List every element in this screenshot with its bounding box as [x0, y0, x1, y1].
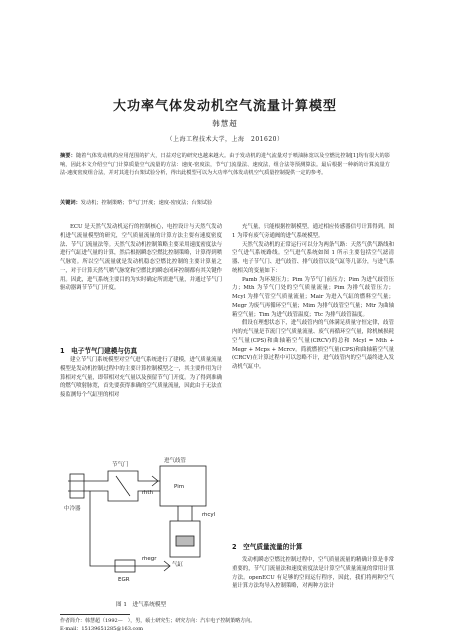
intercooler-label: 中冷器 [64, 506, 81, 512]
egr-path [90, 491, 170, 566]
right-column [232, 223, 394, 372]
paper-title: 大功率气体发动机空气流量计算模型 [112, 99, 337, 114]
paragraph: Pamb 为环境压力；Pim 为节气门前压力；Pim 为进气歧管压力；Mth 为节气门处的空气质量流量；Pim 为排气歧管压力；Mcyl 为排气管空气质量流量；Mair 为进入气缸的燃料空气量；Megr 为废气再循环空气量；Mim 为排气歧管空气量；Mtr 为曲轴箱空气量；Tim 为进气歧管温度；Ttc 为排气歧管温度。 [232, 276, 394, 318]
paragraph: 发动机瞬态空燃比控制过程中，空气质量流量的精确计算是非常重要的，节气门流量法和速度密度法是计算空气质量流量的常用计算方法。openECU 有足够的空间运行程序，因此，我们将两种空气量计算方法均导入控制策略，对两种方法计 [232, 557, 394, 590]
piston [176, 536, 194, 546]
mth-label: ṁth [142, 490, 153, 496]
right-column-section2 [232, 556, 394, 591]
keywords-block [60, 199, 390, 207]
megr-label: ṁegr [142, 556, 157, 562]
paragraph: 充气量，只能根据控制模型，通过相应传感器信号计算得到。图 1 为带有废气旁通阀的进气系统模型。 [232, 224, 394, 239]
intake-pipe-top [68, 471, 160, 481]
abstract-block [60, 152, 390, 178]
throttle-label: 节气门 [112, 462, 129, 468]
keywords-text: 发动机；控制策略；节气门开度；速度-密度法；台架试验 [80, 200, 213, 206]
throttle-plate [116, 476, 130, 496]
section-heading-2: 2 空气质量流量的计算 [232, 543, 303, 551]
footnote-rule [60, 614, 130, 615]
mcyl-label: ṁcyl [202, 512, 216, 518]
left-column-section1 [60, 356, 222, 400]
left-column-intro [60, 223, 222, 293]
pim-label: Pim [174, 484, 185, 490]
paragraph: 假设在理想状态下，进气歧管内的气体满足质量守恒定律，歧管内的充气量是节流门空气质量流量、废气再循环空气量，除机械损耗空气量(CPS)和曲轴箱空气量(CRCV)的总和 Mcyl = Mth + Megr + Mcps + Mcrcv。简就燃损空气量(CPS)和曲轴箱空气量(CRCV)在计算过程中可以忽略不计，进气歧管内的空气最终进入发动机气缸中。 [232, 320, 394, 370]
paragraph: 天然气发动机的正常运行可以分为两条气路：天然气供气路线和空气进气系统路线。空气进气系统如图 1 所示主要包括空气滤清器、电子节气门、进气歧管、排气歧管以及气缸等几部分，与进气系统相关的变量如下： [232, 241, 394, 274]
paragraph: ECU 是天然气发动机运行的控制核心，电控设计与天然气发动机进气流量模型的研究，空气质量流量的计算方法主要有速度密度法、节气门流量法等。天然气发动机控制策略主要采用速度密度法与进行气缸进气量的计算，然后根据瞬态空燃比控制策略，计算得到喷气脉宽。所以空气流量就是发动机稳态空燃比控制的主要计算量之一，对于计算天然气喷气脉宽和空燃比的瞬态闭环控制都有其关键作用。因此，进气系统主要目的为实时确定所需进气量，并通过节气门驱动器调节节气门开度。 [60, 224, 222, 292]
intake-system-diagram [60, 436, 222, 596]
keywords-label: 关键词： [60, 200, 81, 206]
cylinder-label: 气缸 [172, 562, 184, 568]
author-name: 韩慧超 [212, 119, 238, 128]
abstract-text: 随着气体发动机的应用范围的扩大，日益对它的研究也越来越大。由于发动机的进气流量对于喷油脉宽以及空燃比控制[1]均有很大的影响，因此本文介绍空气门计算质量空气流量的方法：速度-密度法，节气门流量法、速度法，组合法等预测算法。最后根据一种新的计算流量方法-速度密度组合法，并对其进行台架试验分析，得出此模型可以为大功率气体发动机空气质量控制提供一定的参考。 [60, 153, 390, 177]
footnote-author-info: 作者简介：韩慧超（1992— ），男，硕士研究生；研究方向：汽车电子控制策略方向。 [60, 618, 256, 624]
egr-label: EGR [118, 577, 130, 583]
affiliation: （上海工程技术大学，上海 201620） [166, 136, 284, 143]
footnote-email: E-mail：15139651285@163.com [60, 626, 144, 632]
section-heading-1: 1 电子节气门建模与仿真 [60, 347, 138, 355]
manifold-label: 进气歧管 [164, 458, 187, 464]
figure-caption: 图 1 进气系统模型 [115, 602, 167, 608]
intercooler-box [70, 474, 84, 498]
abstract-label: 摘要： [60, 153, 76, 159]
paragraph: 建立节气门系统模型对空气进气系统进行了建模，进气质量流量模型是发动机控制过程中的主要计算控制模型之一，其主要作用为计算相对充气量，即带相对充气量以及预留节气门开度。为了得到准确的燃气喷射脉宽，首先要获得准确的空气质量流量，因此由于无法直接监测每个气缸里的相对 [60, 357, 222, 398]
intake-system-figure [60, 436, 222, 596]
